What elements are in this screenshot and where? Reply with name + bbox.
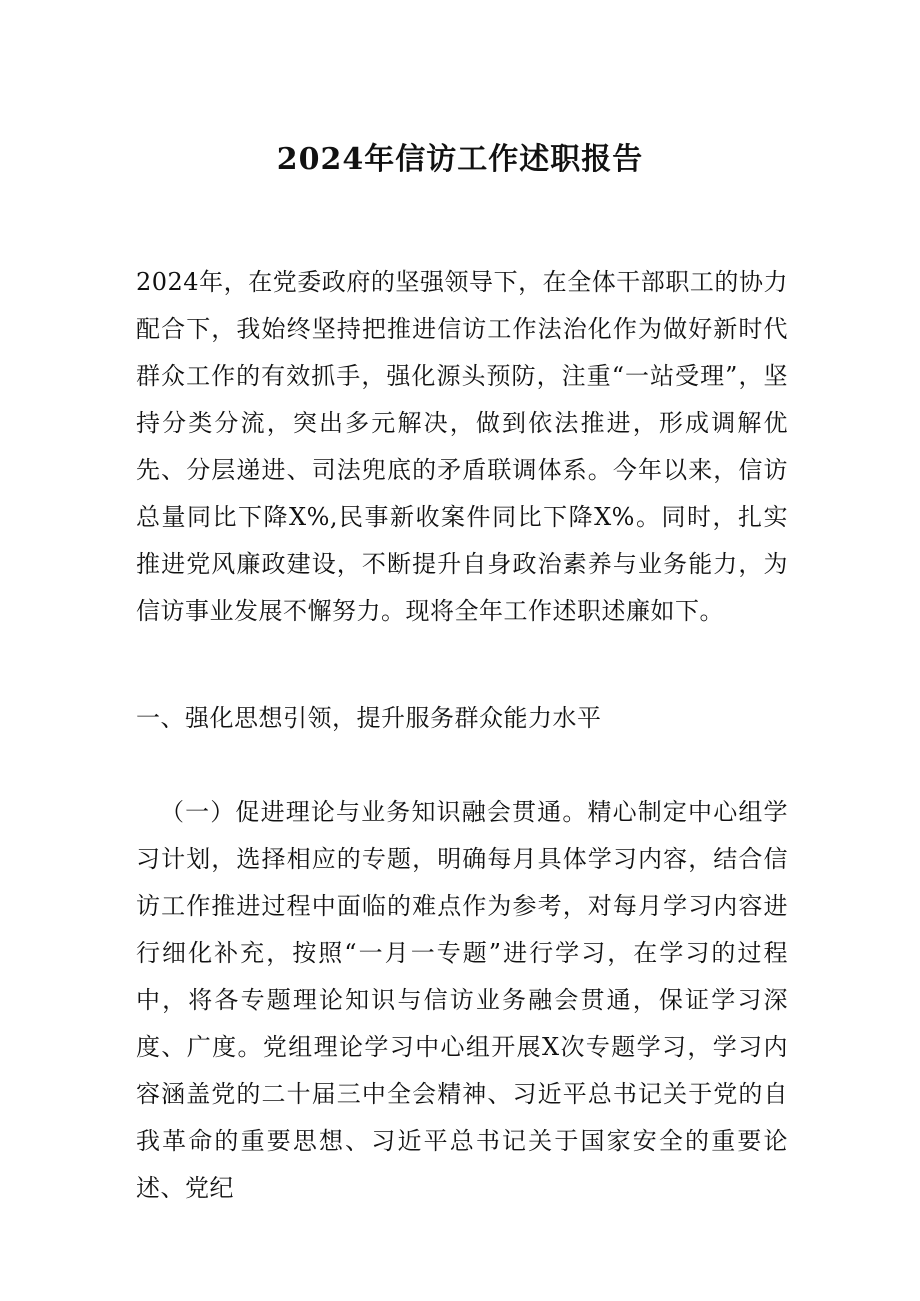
subsection-paragraph: （一）促进理论与业务知识融会贯通。精心制定中心组学习计划，选择相应的专题，明确每月具体学习内容，结合信访工作推进过程中面临的难点作为参考，对每月学习内容进行细化补充，按照“一月一专题”进行学习，在学习的过程中，将各专题理论知识与信访业务融会贯通，保证学习深度、广度。党组理论学习中心组开展X次专题学习，学习内容涵盖党的二十届三中全会精神、习近平总书记关于党的自我革命的重要思想、习近平总书记关于国家安全的重要论述、党纪 [136, 798, 788, 1202]
intro-paragraph: 2024年，在党委政府的坚强领导下，在全体干部职工的协力配合下，我始终坚持把推进信访工作法治化作为做好新时代群众工作的有效抓手，强化源头预防，注重“一站受理”，坚持分类分流，突出多元解决，做到依法推进，形成调解优先、分层递进、司法兜底的矛盾联调体系。今年以来，信访总量同比下降X%,民事新收案件同比下降X%。同时，扎实推进党风廉政建设，不断提升自身政治素养与业务能力，为信访事业发展不懈努力。现将全年工作述职述廉如下。 [136, 268, 788, 625]
document-title: 2024年信访工作述职报告 [276, 142, 644, 177]
section-heading: 一、强化思想引领，提升服务群众能力水平 [136, 704, 602, 732]
